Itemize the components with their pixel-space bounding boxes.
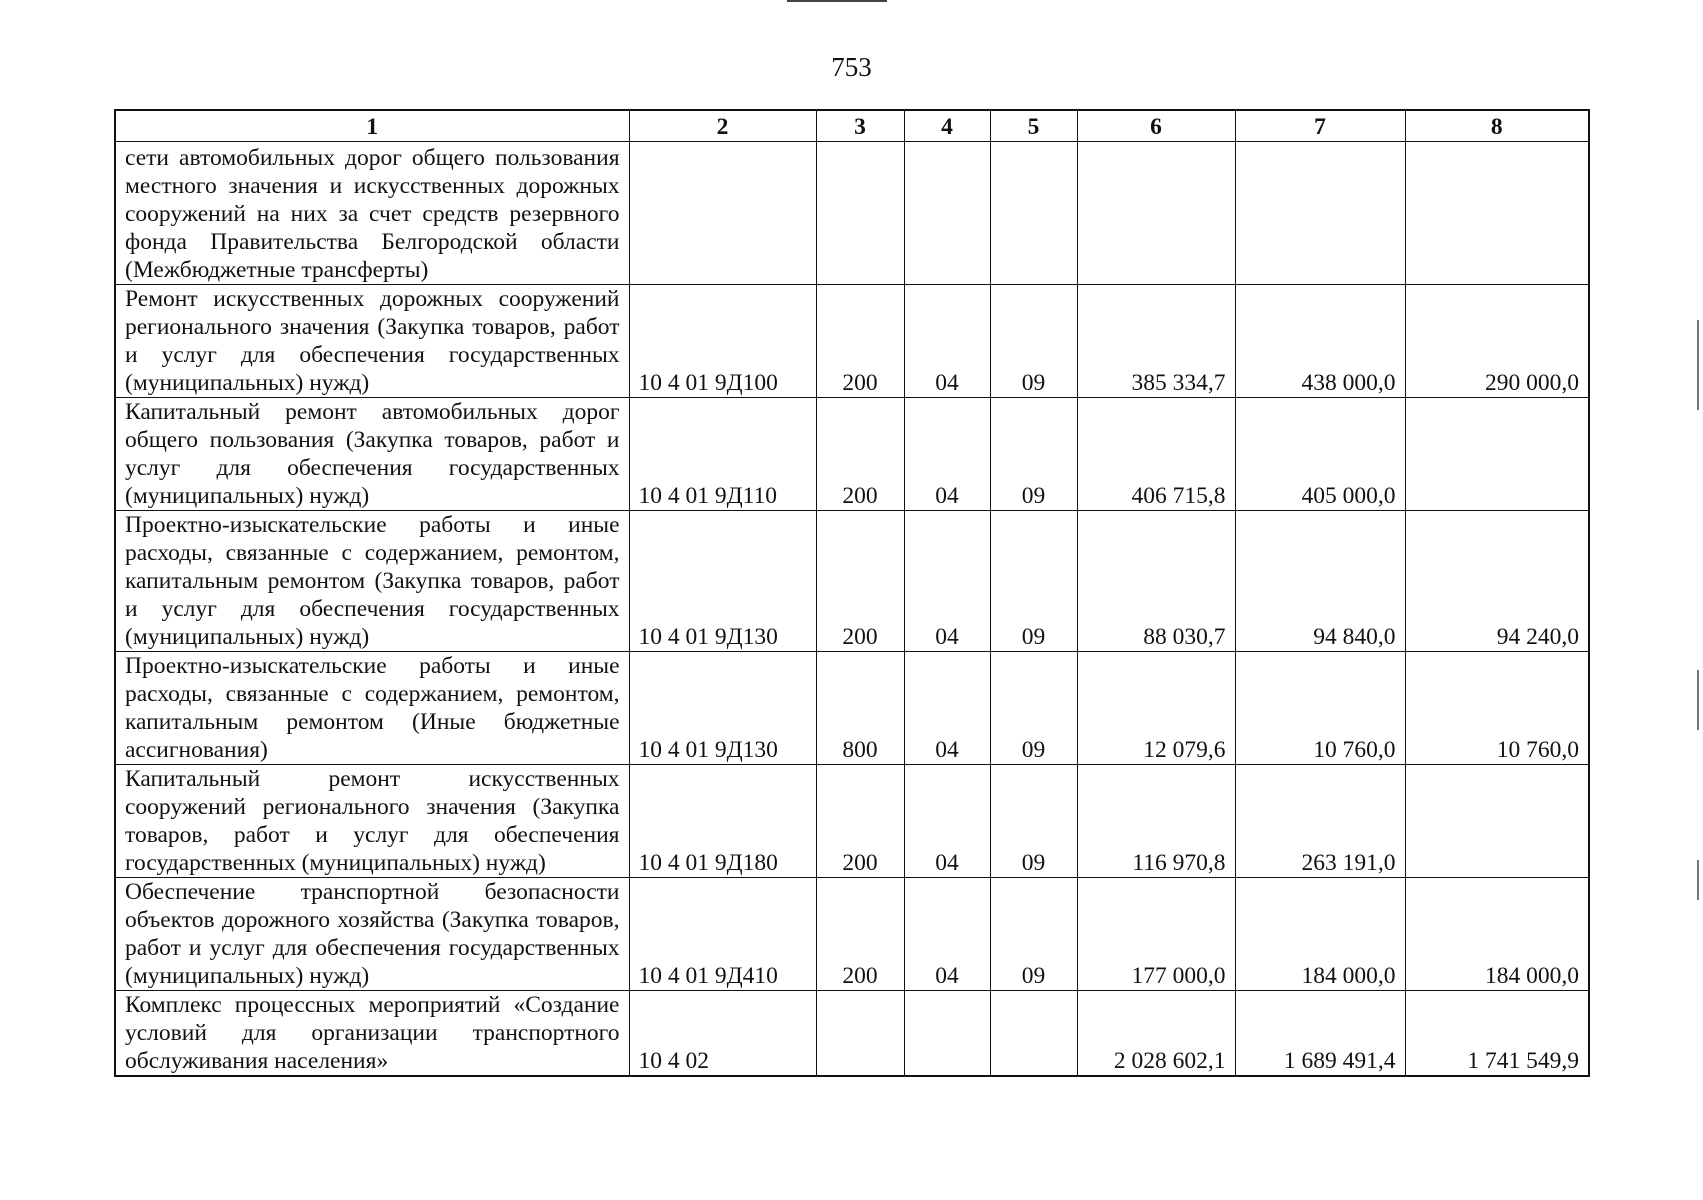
section-code: 04 [904,765,990,878]
amount-col-7: 94 840,0 [1235,511,1405,652]
target-article-code: 10 4 01 9Д130 [629,511,816,652]
amount-col-8: 290 000,0 [1405,285,1589,398]
section-code [904,142,990,285]
table-row [115,142,1589,285]
target-article-code: 10 4 01 9Д410 [629,878,816,991]
column-header-7: 7 [1235,110,1405,142]
subsection-code: 09 [990,878,1077,991]
page-number: 753 [831,52,872,82]
expense-type-code: 200 [816,285,904,398]
section-code [904,991,990,1077]
column-header-3: 3 [816,110,904,142]
amount-col-8 [1405,765,1589,878]
column-header-4: 4 [904,110,990,142]
target-article-code: 10 4 01 9Д110 [629,398,816,511]
scan-edge-mark [1697,320,1699,410]
table-row [115,878,1589,991]
column-header-1: 1 [115,110,629,142]
section-code: 04 [904,398,990,511]
amount-col-6: 385 334,7 [1077,285,1235,398]
expense-name: Капитальный ремонт искусственных сооружений регионального значения (Закупка товаров, работ и услуг для обеспечения государственных (муниципальных) нужд) [115,765,629,878]
amount-col-7: 1 689 491,4 [1235,991,1405,1077]
column-header-2: 2 [629,110,816,142]
expense-type-code: 200 [816,398,904,511]
amount-col-6 [1077,142,1235,285]
expense-name: Проектно-изыскательские работы и иные расходы, связанные с содержанием, ремонтом, капитальным ремонтом (Закупка товаров, работ и услуг для обеспечения государственных (муниципальных) нужд) [115,511,629,652]
target-article-code: 10 4 02 [629,991,816,1077]
amount-col-7: 405 000,0 [1235,398,1405,511]
scan-edge-mark [1697,670,1699,730]
subsection-code: 09 [990,511,1077,652]
amount-col-6: 12 079,6 [1077,652,1235,765]
amount-col-6: 88 030,7 [1077,511,1235,652]
amount-col-7 [1235,142,1405,285]
table-row [115,652,1589,765]
amount-col-6: 177 000,0 [1077,878,1235,991]
subsection-code: 09 [990,398,1077,511]
section-code: 04 [904,285,990,398]
expense-type-code: 200 [816,878,904,991]
target-article-code: 10 4 01 9Д100 [629,285,816,398]
amount-col-7: 438 000,0 [1235,285,1405,398]
amount-col-8: 1 741 549,9 [1405,991,1589,1077]
subsection-code [990,142,1077,285]
budget-table [114,109,1590,1077]
amount-col-7: 263 191,0 [1235,765,1405,878]
expense-type-code [816,991,904,1077]
amount-col-7: 184 000,0 [1235,878,1405,991]
column-header-6: 6 [1077,110,1235,142]
header-row [115,110,1589,142]
target-article-code: 10 4 01 9Д180 [629,765,816,878]
expense-type-code: 200 [816,765,904,878]
scan-edge-mark [1697,860,1699,900]
expense-name: Капитальный ремонт автомобильных дорог общего пользования (Закупка товаров, работ и услуг для обеспечения государственных (муниципальных) нужд) [115,398,629,511]
expense-name: Проектно-изыскательские работы и иные расходы, связанные с содержанием, ремонтом, капитальным ремонтом (Иные бюджетные ассигнования) [115,652,629,765]
table-row [115,511,1589,652]
table-row [115,991,1589,1077]
table-body [115,142,1589,1077]
expense-name: Ремонт искусственных дорожных сооружений регионального значения (Закупка товаров, работ и услуг для обеспечения государственных (муниципальных) нужд) [115,285,629,398]
section-code: 04 [904,878,990,991]
column-header-5: 5 [990,110,1077,142]
amount-col-8 [1405,398,1589,511]
column-header-8: 8 [1405,110,1589,142]
amount-col-8: 10 760,0 [1405,652,1589,765]
subsection-code: 09 [990,765,1077,878]
amount-col-8: 184 000,0 [1405,878,1589,991]
amount-col-6: 2 028 602,1 [1077,991,1235,1077]
target-article-code [629,142,816,285]
table-row [115,765,1589,878]
subsection-code [990,991,1077,1077]
target-article-code: 10 4 01 9Д130 [629,652,816,765]
section-code: 04 [904,511,990,652]
expense-name: Обеспечение транспортной безопасности объектов дорожного хозяйства (Закупка товаров, работ и услуг для обеспечения государственных (муниципальных) нужд) [115,878,629,991]
section-code: 04 [904,652,990,765]
expense-type-code [816,142,904,285]
table-row [115,398,1589,511]
subsection-code: 09 [990,652,1077,765]
table-row [115,285,1589,398]
expense-name: сети автомобильных дорог общего пользования местного значения и искусственных дорожных сооружений на них за счет средств резервного фонда Правительства Белгородской области (Межбюджетные трансферты) [115,142,629,285]
top-edge-mark [787,0,887,2]
amount-col-7: 10 760,0 [1235,652,1405,765]
expense-name: Комплекс процессных мероприятий «Создание условий для организации транспортного обслуживания населения» [115,991,629,1077]
table-header [115,110,1589,142]
amount-col-8: 94 240,0 [1405,511,1589,652]
amount-col-6: 406 715,8 [1077,398,1235,511]
expense-type-code: 800 [816,652,904,765]
expense-type-code: 200 [816,511,904,652]
amount-col-6: 116 970,8 [1077,765,1235,878]
amount-col-8 [1405,142,1589,285]
subsection-code: 09 [990,285,1077,398]
